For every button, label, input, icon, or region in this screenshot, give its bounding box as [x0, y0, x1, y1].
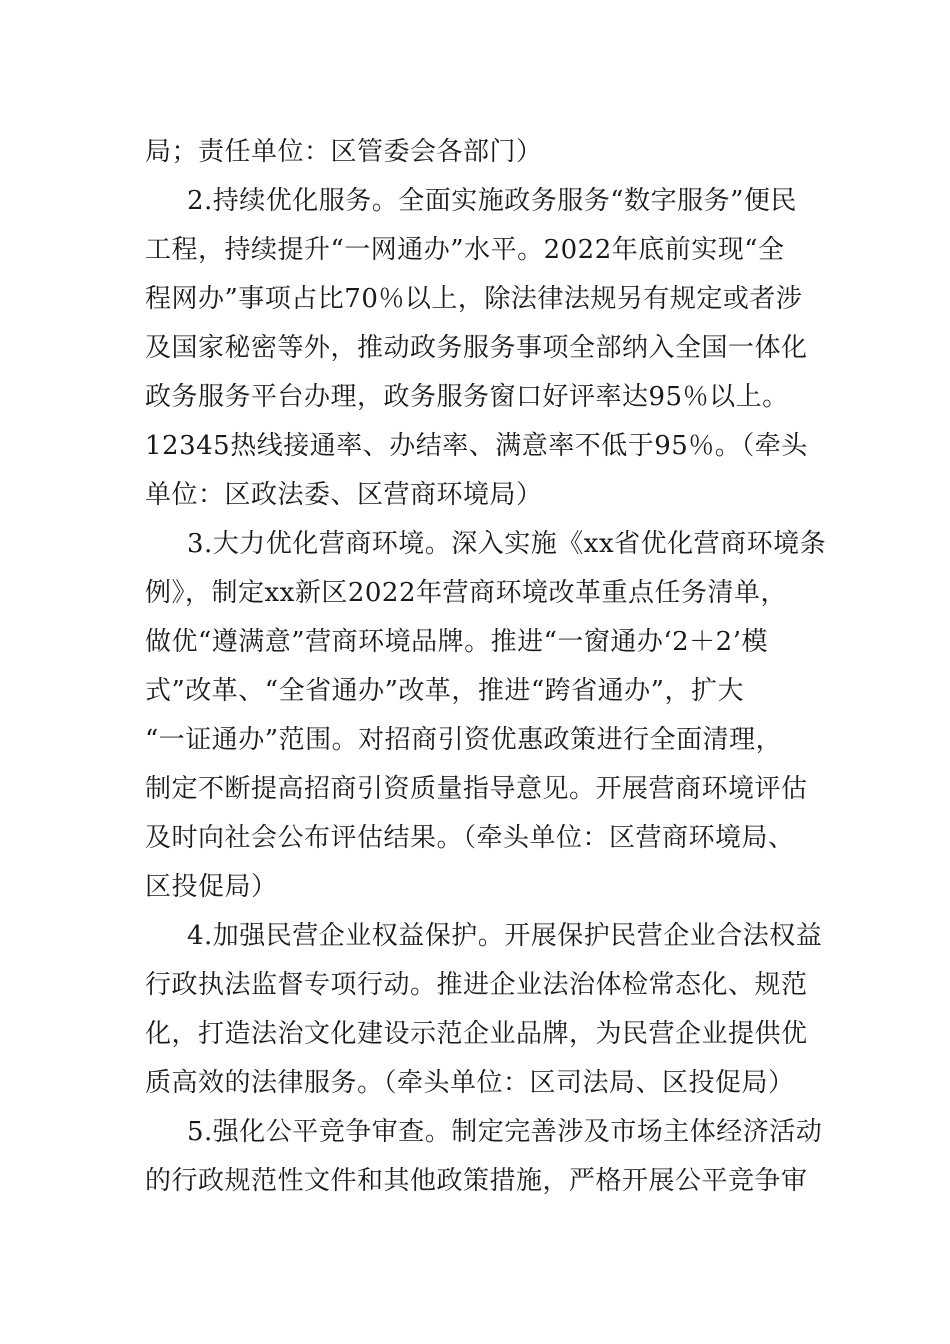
paragraph-start-line: 4.加强民营企业权益保护。开展保护民营企业合法权益 [187, 921, 823, 951]
text-line: “一证通办”范围。对招商引资优惠政策进行全面清理， [145, 725, 783, 755]
text-line: 及时向社会公布评估结果。（牵头单位：区营商环境局、 [145, 823, 795, 853]
text-line: 行政执法监督专项行动。推进企业法治体检常态化、规范 [145, 970, 808, 1000]
text-line: 及国家秘密等外，推动政务服务事项全部纳入全国一体化 [145, 333, 808, 363]
document-body [145, 128, 827, 1206]
text-line: 局；责任单位：区管委会各部门） [145, 137, 543, 167]
text-line: 制定不断提高招商引资质量指导意见。开展营商环境评估 [145, 774, 808, 804]
text-line: 质高效的法律服务。（牵头单位：区司法局、区投促局） [145, 1068, 795, 1098]
text-line: 化，打造法治文化建设示范企业品牌，为民营企业提供优 [145, 1019, 808, 1049]
text-line: 例》，制定xx新区2022年营商环境改革重点任务清单， [145, 578, 787, 608]
paragraph-start-line: 5.强化公平竞争审查。制定完善涉及市场主体经济活动 [187, 1117, 823, 1147]
text-line: 政务服务平台办理，政务服务窗口好评率达95％以上。 [145, 382, 789, 412]
text-line: 12345热线接通率、办结率、满意率不低于95％。（牵头 [145, 431, 808, 461]
paragraph-start-line: 2.持续优化服务。全面实施政务服务“数字服务”便民 [187, 186, 797, 216]
text-line: 程网办”事项占比70％以上，除法律法规另有规定或者涉 [145, 284, 803, 314]
text-line: 的行政规范性文件和其他政策措施，严格开展公平竞争审 [145, 1166, 808, 1196]
text-line: 区投促局） [145, 872, 278, 902]
text-line: 工程，持续提升“一网通办”水平。2022年底前实现“全 [145, 235, 785, 265]
text-line: 单位：区政法委、区营商环境局） [145, 480, 543, 510]
text-line: 式”改革、“全省通办”改革，推进“跨省通办”，扩大 [145, 676, 744, 706]
paragraph-start-line: 3.大力优化营商环境。深入实施《xx省优化营商环境条 [187, 529, 827, 559]
text-line: 做优“遵满意”营商环境品牌。推进“一窗通办‘2＋2’模 [145, 627, 768, 657]
